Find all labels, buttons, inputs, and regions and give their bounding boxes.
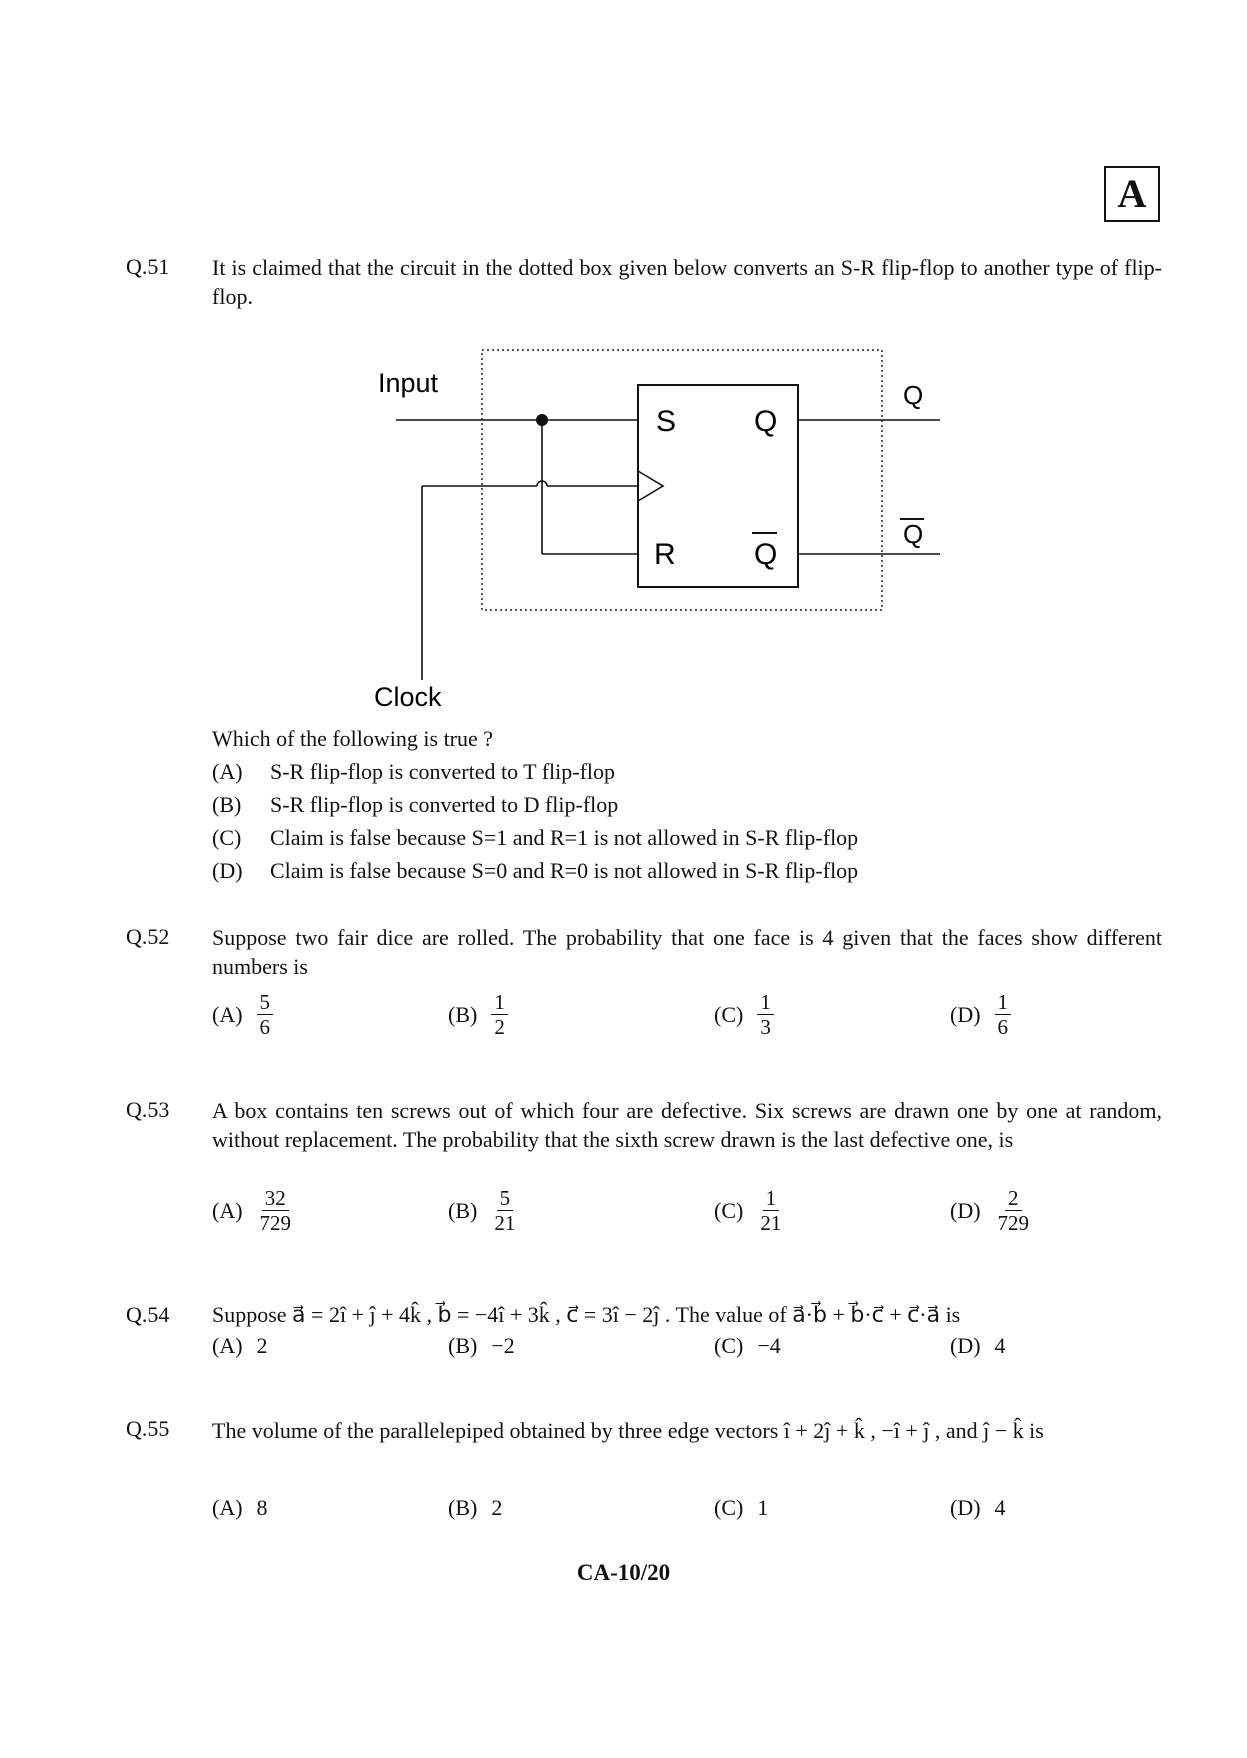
option-c[interactable] (714, 1495, 768, 1521)
out-qbar-label: Q (903, 519, 924, 549)
option-label: (C) (714, 1001, 744, 1027)
denominator: 21 (760, 1211, 782, 1235)
option-text: −2 (491, 1333, 515, 1358)
option-a[interactable] (212, 1186, 294, 1235)
option-label: (B) (448, 1001, 478, 1027)
option-text: 2 (256, 1333, 268, 1358)
fraction (491, 1186, 518, 1235)
option-c[interactable] (714, 1333, 781, 1359)
numerator: 32 (262, 1186, 289, 1211)
option-label: (D) (950, 1001, 981, 1027)
numerator: 5 (257, 990, 274, 1015)
option-d[interactable] (950, 1186, 1032, 1235)
numerator: 1 (757, 990, 774, 1015)
option-label: (D) (950, 1333, 981, 1358)
option-text: S-R flip-flop is converted to T flip-flop (270, 759, 616, 784)
option-label: (D) (950, 1197, 981, 1223)
denominator: 6 (259, 1015, 271, 1039)
denominator: 6 (997, 1015, 1009, 1039)
fraction (257, 1186, 295, 1235)
paper-code-box: A (1104, 166, 1160, 222)
question-number: Q.51 (126, 254, 170, 279)
s-label: S (656, 405, 677, 438)
option-b[interactable] (448, 1186, 518, 1235)
option-text: 4 (994, 1333, 1006, 1358)
page-footer: CA-10/20 (576, 1560, 671, 1585)
fraction (757, 990, 774, 1039)
numerator: 1 (995, 990, 1012, 1015)
option-text: S-R flip-flop is converted to D flip-flop (270, 792, 619, 817)
option-label: (C) (714, 1333, 744, 1358)
question-number: Q.54 (126, 1302, 170, 1327)
option-text: Claim is false because S=1 and R=1 is not allowed in S-R flip-flop (270, 825, 859, 850)
option-label: (A) (212, 759, 243, 784)
option-a[interactable] (212, 755, 858, 788)
option-label: (B) (212, 792, 242, 817)
numerator: 5 (497, 1186, 514, 1211)
option-b[interactable] (448, 990, 508, 1039)
fraction (491, 990, 508, 1039)
denominator: 3 (760, 1015, 771, 1039)
question-text: Suppose a⃗ = 2î + ĵ + 4k̂ , b⃗ = −4î + 3k̂ , c⃗ = 3î − 2ĵ . The value of a⃗·b⃗ + b⃗·c⃗ + c⃗·a⃗ is (212, 1302, 961, 1327)
option-label: (C) (714, 1197, 744, 1223)
option-d[interactable] (950, 1495, 1006, 1521)
option-c[interactable] (714, 990, 774, 1039)
option-label: (C) (714, 1495, 744, 1520)
input-label: Input (378, 368, 439, 398)
option-text: 8 (256, 1495, 268, 1520)
option-text: 2 (491, 1495, 503, 1520)
question-text: Suppose two fair dice are rolled. The probability that one face is 4 given that the faces show different numbers is (212, 925, 1162, 979)
option-d[interactable] (950, 1333, 1006, 1359)
r-label: R (654, 538, 676, 571)
fraction (257, 990, 274, 1039)
option-label: (D) (212, 858, 243, 883)
option-c[interactable] (212, 821, 858, 854)
clock-triangle (638, 471, 663, 501)
fraction (995, 1186, 1033, 1235)
option-label: (A) (212, 1197, 243, 1223)
option-label: (C) (212, 825, 242, 850)
option-a[interactable] (212, 990, 273, 1039)
option-label: (A) (212, 1333, 243, 1358)
option-d[interactable] (950, 990, 1011, 1039)
numerator: 2 (1005, 1186, 1022, 1211)
sr-flipflop-diagram (360, 335, 940, 715)
qbar-label: Q (754, 538, 778, 571)
fraction (757, 1186, 784, 1235)
question-number: Q.52 (126, 924, 170, 949)
denominator: 729 (997, 1211, 1030, 1235)
question-text: The volume of the parallelepiped obtained by three edge vectors î + 2ĵ + k̂ , −î + ĵ , and ĵ − k̂ is (212, 1418, 1044, 1443)
option-a[interactable] (212, 1333, 268, 1359)
option-text: 1 (757, 1495, 769, 1520)
option-label: (B) (448, 1333, 478, 1358)
option-b[interactable] (212, 788, 858, 821)
question-prompt: Which of the following is true ? (212, 726, 494, 751)
denominator: 21 (494, 1211, 516, 1235)
option-c[interactable] (714, 1186, 784, 1235)
question-number: Q.53 (126, 1097, 170, 1122)
option-label: (B) (448, 1197, 478, 1223)
option-text: Claim is false because S=0 and R=0 is not allowed in S-R flip-flop (270, 858, 859, 883)
option-b[interactable] (448, 1495, 502, 1521)
option-text: −4 (757, 1333, 781, 1358)
option-label: (A) (212, 1001, 243, 1027)
option-label: (D) (950, 1495, 981, 1520)
q51-options (212, 755, 858, 887)
fraction (995, 990, 1012, 1039)
option-text: 4 (994, 1495, 1006, 1520)
question-text: It is claimed that the circuit in the dotted box given below converts an S-R flip-flop to another type of flip-flop. (212, 255, 1162, 309)
numerator: 1 (491, 990, 508, 1015)
question-number: Q.55 (126, 1416, 170, 1441)
denominator: 2 (494, 1015, 505, 1039)
option-b[interactable] (448, 1333, 515, 1359)
option-d[interactable] (212, 854, 858, 887)
clock-label: Clock (374, 682, 442, 712)
q-label: Q (754, 405, 778, 438)
question-text: A box contains ten screws out of which four are defective. Six screws are drawn one by one at random, without replacement. The probability that the sixth screw drawn is the last defective one, is (212, 1098, 1162, 1152)
option-a[interactable] (212, 1495, 268, 1521)
denominator: 729 (259, 1211, 292, 1235)
out-q-label: Q (903, 380, 924, 410)
option-label: (B) (448, 1495, 478, 1520)
numerator: 1 (763, 1186, 780, 1211)
option-label: (A) (212, 1495, 243, 1520)
